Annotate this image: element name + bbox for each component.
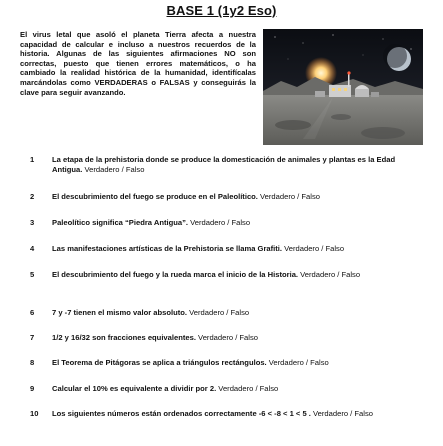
- intro-o: o: [147, 77, 160, 87]
- intro-no: NO: [224, 49, 236, 59]
- answer-options: Verdadero / Falso: [257, 192, 320, 201]
- list-item: [30, 192, 420, 202]
- question-statement: Las manifestaciones artísticas de la Prehistoria se llama Grafiti.: [52, 244, 283, 253]
- lunar-base-photo-icon: [263, 29, 423, 145]
- question-number: 10: [30, 409, 39, 418]
- intro-verdaderas: VERDADERAS: [94, 77, 148, 87]
- answer-options: Verdadero / Falso: [282, 244, 345, 253]
- question-number: 5: [30, 270, 35, 279]
- question-number: 2: [30, 192, 35, 201]
- question-statement: El descubrimiento del fuego se produce en el Paleolítico.: [52, 192, 258, 201]
- question-number: 6: [30, 308, 35, 317]
- question-text: [52, 155, 420, 175]
- question-statement: 1/2 y 16/32 son fracciones equivalentes.: [52, 333, 196, 342]
- question-text: [52, 384, 420, 394]
- list-item: [30, 218, 420, 228]
- list-item: [30, 333, 420, 343]
- page-title: BASE 1 (1y2 Eso): [166, 3, 277, 18]
- question-number: 7: [30, 333, 35, 342]
- intro-text-1: El virus letal que asoló el planeta Tierra afecta a nuestra capacidad de calcular e incluso a nuestros recuerdos de la historia. Algunas de las siguientes afirmaciones: [20, 30, 256, 59]
- question-number: 1: [30, 155, 35, 164]
- list-item: [30, 244, 420, 254]
- answer-options: Verdadero / Falso: [266, 358, 329, 367]
- answer-options: Verdadero / Falso: [82, 165, 145, 174]
- intro-text-2: son correctas, puesto que tienen errores matemáticos, o ha cambiado la realidad histórica de la humanidad, identifícalas marcándolas como: [20, 49, 256, 87]
- question-number: 4: [30, 244, 35, 253]
- list-item: [30, 270, 420, 280]
- answer-options: Verdadero / Falso: [188, 218, 251, 227]
- intro-paragraph: [20, 30, 256, 97]
- question-text: [52, 244, 420, 254]
- list-item: [30, 308, 420, 318]
- answer-options: Verdadero / Falso: [310, 409, 373, 418]
- answer-options: Verdadero / Falso: [187, 308, 250, 317]
- answer-options: Verdadero / Falso: [195, 333, 258, 342]
- question-text: [52, 308, 420, 318]
- intro-falsas: FALSAS: [159, 77, 190, 87]
- question-statement: 7 y -7 tienen el mismo valor absoluto.: [52, 308, 188, 317]
- question-text: [52, 358, 420, 368]
- list-item: [30, 358, 420, 368]
- lunar-base-illustration: [263, 29, 423, 145]
- question-statement: La etapa de la prehistoria donde se produce la domesticación de animales y plantas es la Edad Antigua.: [52, 155, 396, 174]
- question-statement: El Teorema de Pitágoras se aplica a triángulos rectángulos.: [52, 358, 267, 367]
- list-item: [30, 155, 420, 175]
- question-number: 9: [30, 384, 35, 393]
- question-number: 3: [30, 218, 35, 227]
- question-number: 8: [30, 358, 35, 367]
- question-text: [52, 409, 420, 419]
- question-statement: Calcular el 10% es equivalente a dividir por 2.: [52, 384, 217, 393]
- question-text: [52, 333, 420, 343]
- question-statement: Paleolítico significa “Piedra Antigua”.: [52, 218, 189, 227]
- question-statement: El descubrimiento del fuego y la rueda marca el inicio de la Historia.: [52, 270, 299, 279]
- question-text: [52, 192, 420, 202]
- list-item: [30, 409, 420, 419]
- question-statement: Los siguientes números están ordenados correctamente -6 < -8 < 1 < 5 .: [52, 409, 311, 418]
- question-text: [52, 270, 420, 280]
- answer-options: Verdadero / Falso: [216, 384, 279, 393]
- answer-options: Verdadero / Falso: [298, 270, 361, 279]
- question-text: [52, 218, 420, 228]
- list-item: [30, 384, 420, 394]
- intro-text-3: y conseguirás la clave para seguir avanzando.: [20, 77, 256, 97]
